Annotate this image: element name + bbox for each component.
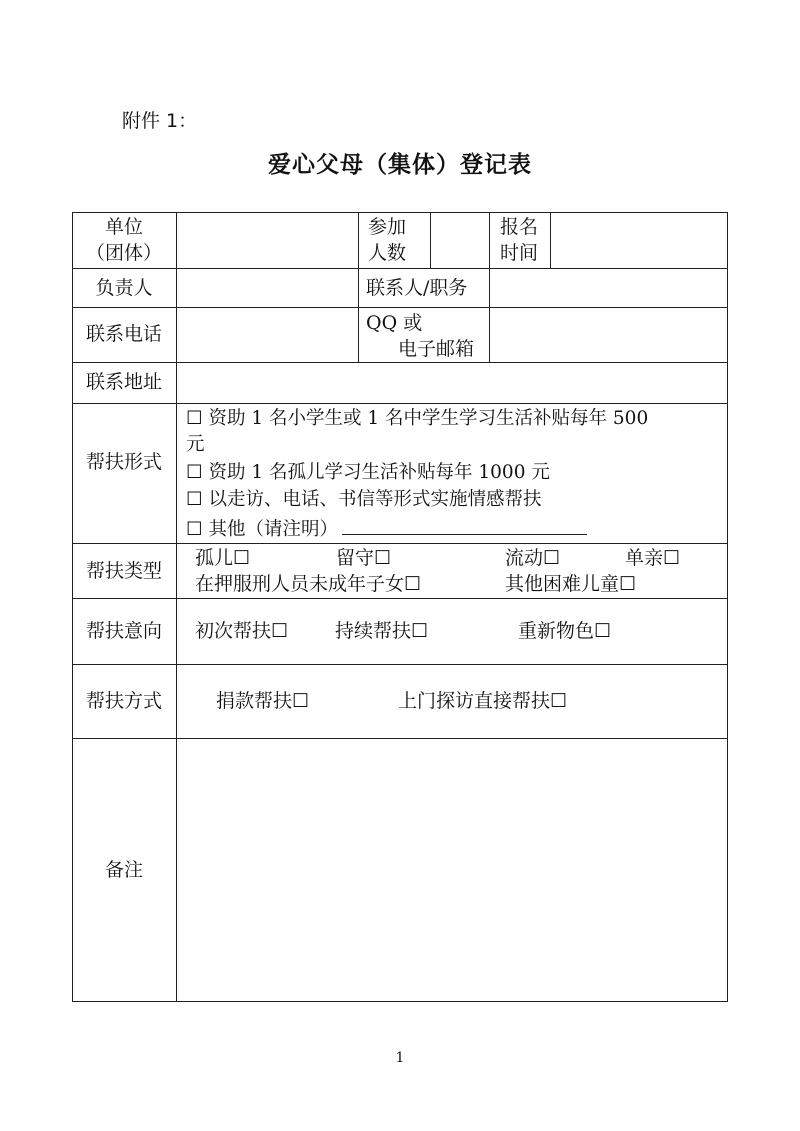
prisoner-children-option: 在押服刑人员未成年子女☐ (195, 573, 422, 595)
column-divider (176, 212, 177, 1002)
reselect-option: 重新物色☐ (518, 620, 612, 642)
help-form-option-3: ☐ 以走访、电话、书信等形式实施情感帮扶 (186, 489, 542, 510)
help-form-option-1: ☐ 资助 1 名小学生或 1 名中学生学习生活补贴每年 500 (186, 408, 649, 429)
unit-label-line1: 单位 (104, 216, 143, 238)
row-divider (72, 362, 728, 363)
row-divider (72, 307, 728, 308)
other-hardship-option: 其他困难儿童☐ (505, 573, 637, 595)
help-form-option-4-label: ☐ 其他（请注明） (186, 519, 338, 540)
address-label: 联系地址 (85, 371, 162, 393)
help-form-option-2: ☐ 资助 1 名孤儿学习生活补贴每年 1000 元 (186, 462, 550, 483)
qq-label-line2: 电子邮箱 (398, 338, 475, 360)
signup-time-label-line1: 报名 (500, 216, 539, 238)
left-behind-option: 留守☐ (336, 547, 392, 569)
participants-label-line1: 参加 (368, 216, 407, 238)
help-form-option-1-cont: 元 (186, 434, 205, 455)
help-intent-label: 帮扶意向 (85, 620, 162, 642)
help-type-label: 帮扶类型 (85, 560, 162, 582)
contact-position-label: 联系人/职务 (366, 277, 468, 299)
qq-label-line1: QQ 或 (366, 312, 423, 334)
remarks-label: 备注 (104, 859, 143, 881)
participants-label-line2: 人数 (368, 242, 407, 264)
row-divider (72, 268, 728, 269)
row-divider (72, 543, 728, 544)
form-title: 爱心父母（集体）登记表 (268, 152, 532, 178)
migrant-option: 流动☐ (505, 547, 561, 569)
row-divider (72, 664, 728, 665)
column-divider (489, 212, 490, 362)
single-parent-option: 单亲☐ (625, 547, 681, 569)
continued-help-option: 持续帮扶☐ (335, 620, 429, 642)
column-divider (550, 212, 551, 268)
help-form-option-4 (186, 514, 587, 543)
visit-option: 上门探访直接帮扶☐ (398, 690, 568, 712)
page-number: 1 (395, 1050, 405, 1066)
column-divider (358, 212, 359, 362)
row-divider (72, 598, 728, 599)
column-divider (430, 212, 431, 268)
unit-label-line2: （团体） (85, 242, 162, 264)
person-in-charge-label: 负责人 (95, 277, 153, 299)
first-help-option: 初次帮扶☐ (195, 620, 289, 642)
help-form-label: 帮扶形式 (85, 451, 162, 473)
phone-label: 联系电话 (85, 323, 162, 345)
attachment-label: 附件 1： (122, 110, 198, 132)
row-divider (72, 738, 728, 739)
signup-time-label-line2: 时间 (500, 242, 539, 264)
help-method-label: 帮扶方式 (85, 690, 162, 712)
donation-option: 捐款帮扶☐ (216, 690, 310, 712)
other-specify-underline (342, 514, 587, 535)
row-divider (72, 403, 728, 404)
orphan-option: 孤儿☐ (195, 547, 251, 569)
